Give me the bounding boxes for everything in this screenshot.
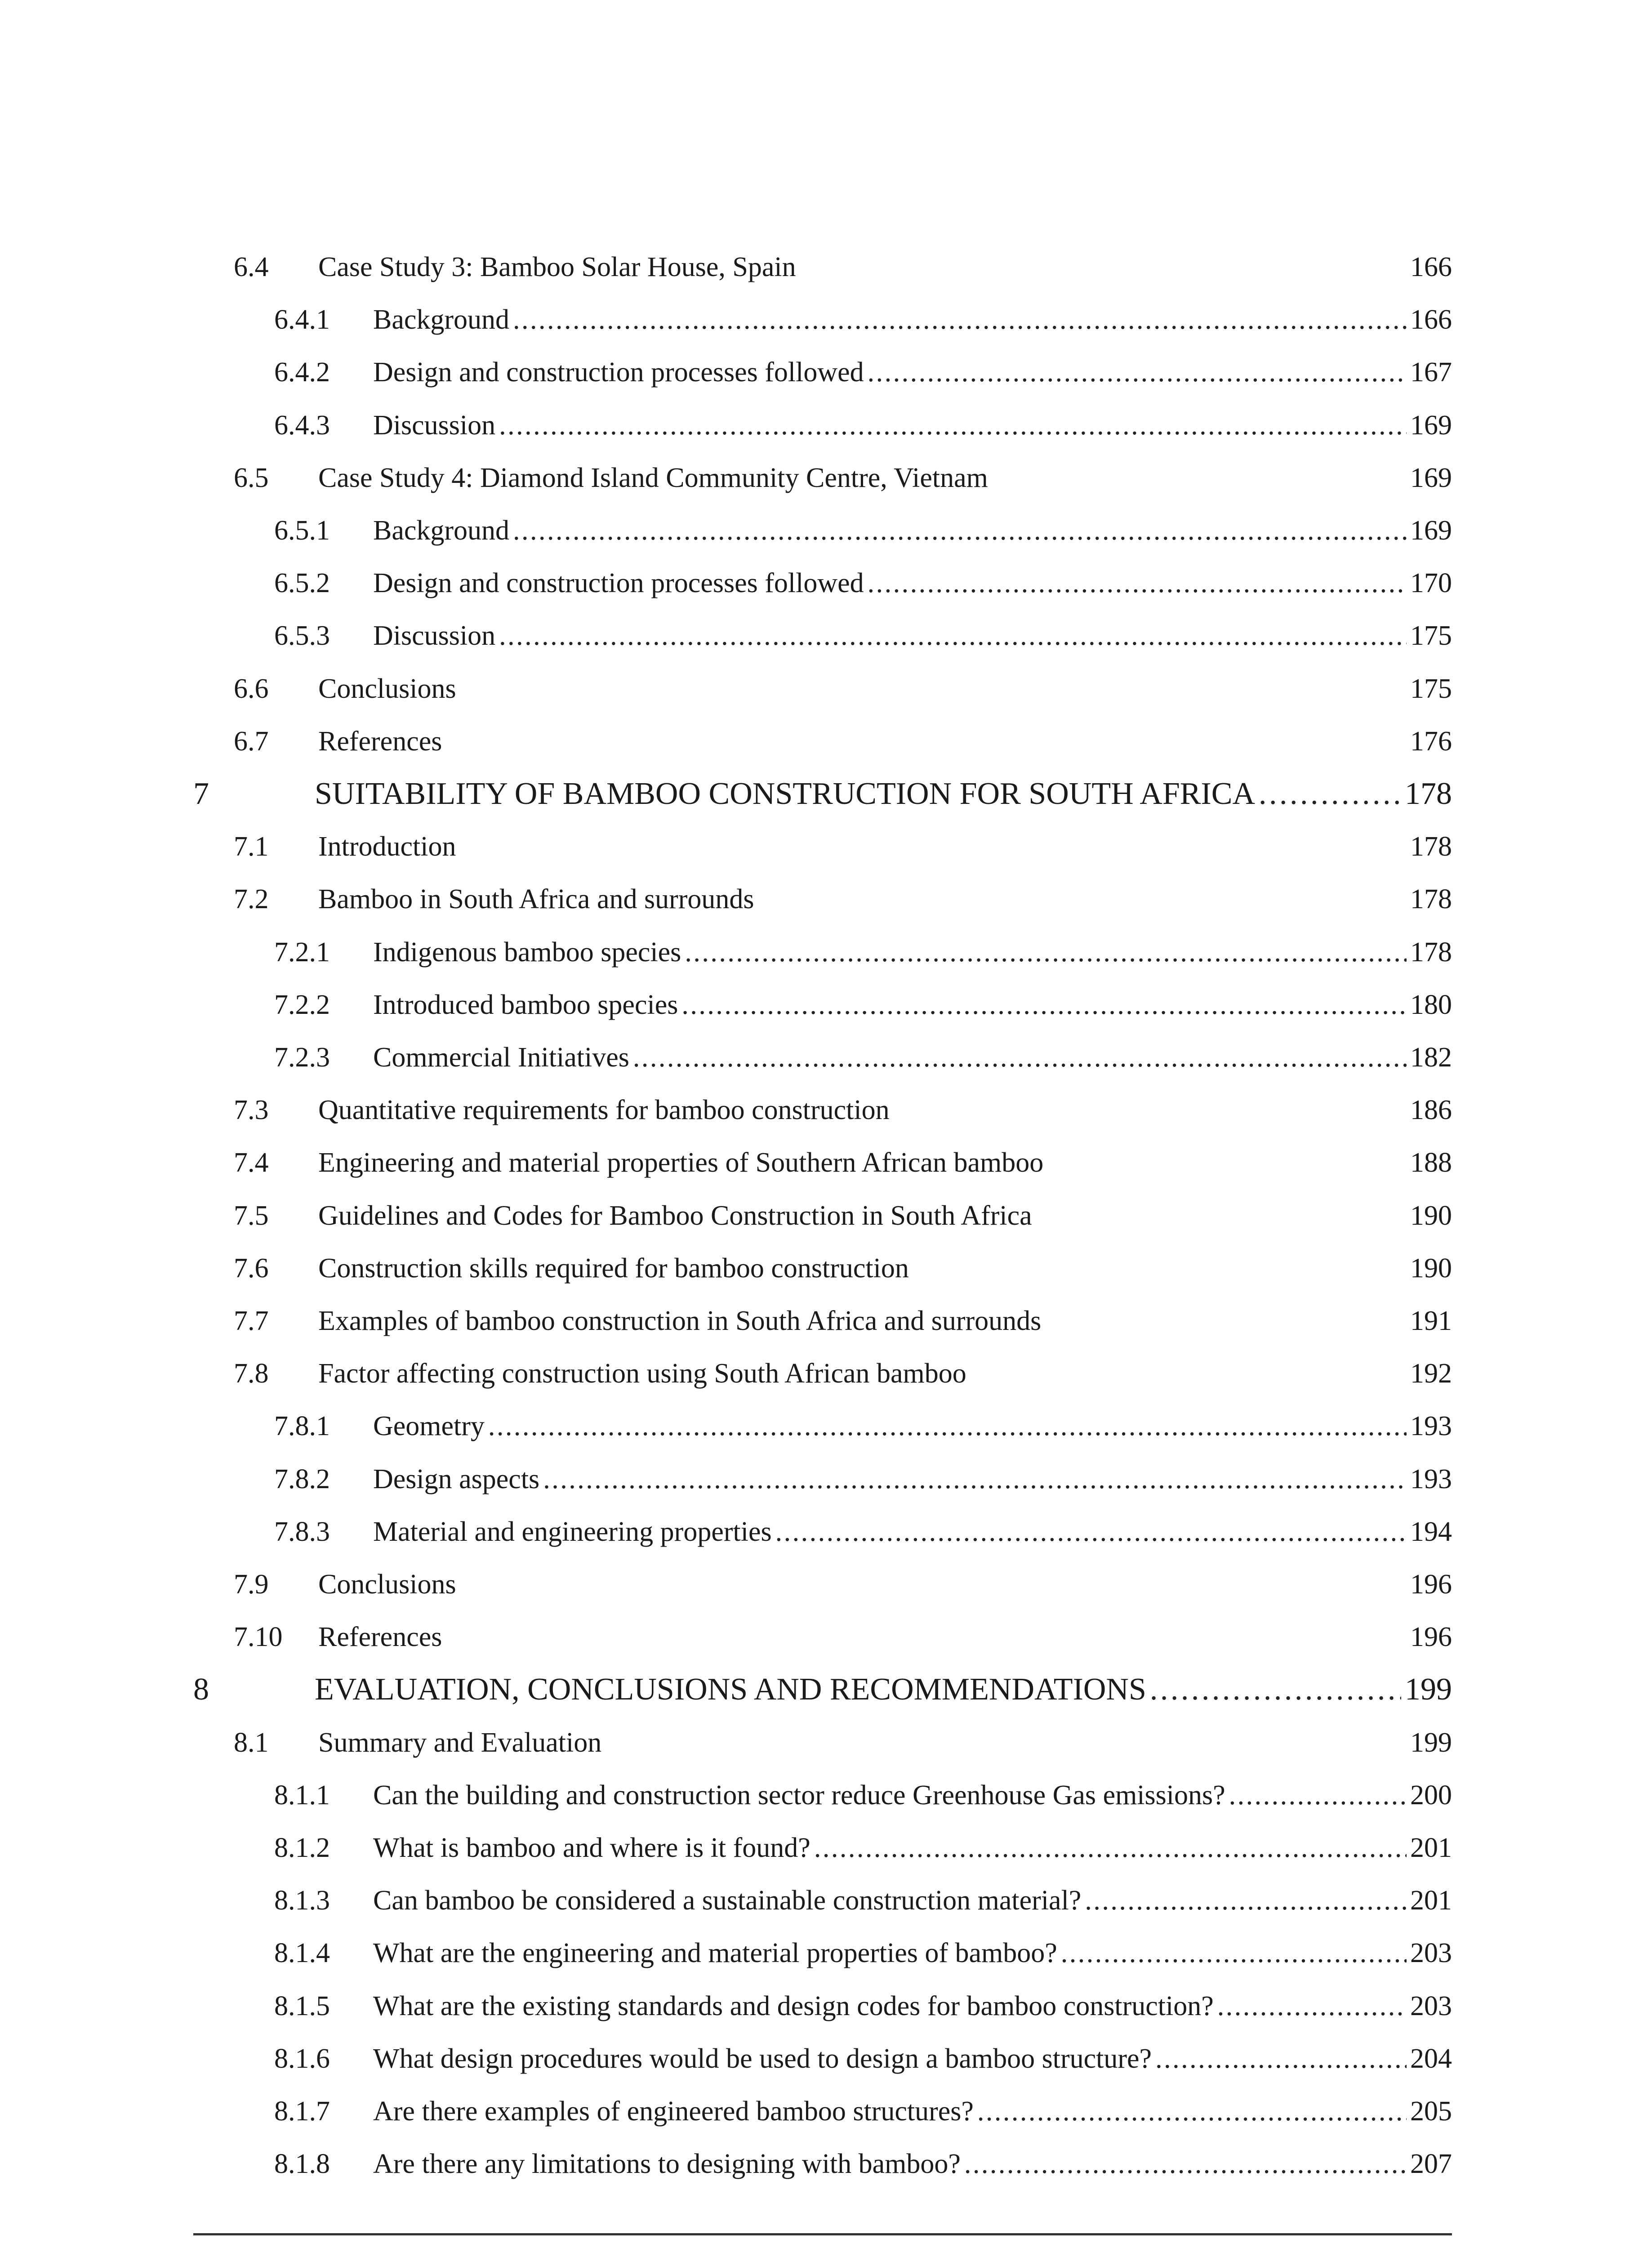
toc-entry-number: 7.8.2: [274, 1463, 330, 1494]
dot-leader: [868, 358, 1407, 386]
toc-entry[interactable]: [234, 1137, 1452, 1189]
toc-entry[interactable]: [274, 294, 1452, 346]
dot-leader: [1061, 1939, 1407, 1967]
toc-entry-title: Introduced bamboo species: [373, 989, 678, 1020]
toc-entry[interactable]: [234, 1190, 1452, 1242]
toc-entry-page-number: 193: [1410, 1463, 1452, 1494]
toc-entry[interactable]: [274, 1769, 1452, 1821]
toc-entry[interactable]: [274, 1453, 1452, 1505]
toc-entry[interactable]: [234, 1084, 1452, 1136]
toc-entry[interactable]: [274, 1874, 1452, 1927]
toc-entry-title: What are the existing standards and design codes for bamboo construction?: [373, 1990, 1214, 2021]
toc-entry[interactable]: [274, 504, 1452, 557]
toc-entry-title: Are there examples of engineered bamboo structures?: [373, 2096, 974, 2127]
dot-leader: [1229, 1781, 1407, 1809]
toc-entry-number: 7.2.3: [274, 1042, 330, 1073]
toc-entry-page-number: 193: [1410, 1411, 1452, 1442]
dot-leader: [633, 1044, 1407, 1071]
dot-leader: [977, 2097, 1407, 2125]
toc-entry[interactable]: [274, 399, 1452, 451]
toc-entry-page-number: 190: [1410, 1200, 1452, 1231]
dot-leader: [488, 1412, 1407, 1440]
toc-entry-page-number: 194: [1410, 1516, 1452, 1547]
toc-entry[interactable]: [234, 1347, 1452, 1400]
toc-entry-number: 6.6: [234, 673, 269, 704]
dot-leader: [685, 938, 1407, 966]
toc-entry-title: Background: [373, 304, 510, 335]
dot-leader: [513, 517, 1407, 544]
toc-entry[interactable]: [234, 715, 1452, 767]
toc-entry-page-number: 169: [1410, 515, 1452, 546]
toc-entry-title: Conclusions: [318, 673, 456, 704]
toc-entry[interactable]: [274, 1506, 1452, 1558]
dot-leader: [1150, 1674, 1401, 1705]
toc-entry-number: 8.1.8: [274, 2149, 330, 2180]
toc-entry-title: Can bamboo be considered a sustainable construction material?: [373, 1885, 1082, 1916]
toc-entry-number: 7.8.1: [274, 1411, 330, 1442]
toc-entry-page-number: 170: [1410, 568, 1452, 599]
toc-entry[interactable]: [274, 1031, 1452, 1084]
toc-entry-number: 6.4.2: [274, 357, 330, 388]
toc-entry-page-number: 176: [1410, 726, 1452, 757]
toc-entry-page-number: 169: [1410, 410, 1452, 441]
toc-entry-page-number: 192: [1410, 1358, 1452, 1389]
toc-entry[interactable]: [193, 768, 1452, 820]
toc-entry-number: 6.5.2: [274, 568, 330, 599]
toc-entry-title: What design procedures would be used to design a bamboo structure?: [373, 2043, 1152, 2074]
toc-entry-number: 8.1.7: [274, 2096, 330, 2127]
toc-entry-page-number: 175: [1410, 673, 1452, 704]
toc-entry-title: Discussion: [373, 620, 496, 651]
dot-leader: [1259, 778, 1401, 810]
toc-entry-page-number: 167: [1410, 357, 1452, 388]
dot-leader: [1155, 2045, 1407, 2073]
toc-entry-number: 6.5.1: [274, 515, 330, 546]
toc-entry-page-number: 199: [1410, 1727, 1452, 1758]
dot-leader: [499, 411, 1407, 439]
toc-entry-page-number: 178: [1410, 937, 1452, 968]
toc-entry[interactable]: [193, 1664, 1452, 1716]
toc-entry-title: SUITABILITY OF BAMBOO CONSTRUCTION FOR SOUTH AFRICA: [315, 776, 1256, 811]
toc-entry-title: Design and construction processes followed: [373, 357, 864, 388]
toc-entry-number: 7.7: [234, 1306, 269, 1336]
toc-entry-number: 8.1: [234, 1727, 269, 1758]
toc-entry[interactable]: [234, 873, 1452, 925]
toc-entry-title: What are the engineering and material properties of bamboo?: [373, 1938, 1057, 1969]
toc-entry-page-number: 175: [1410, 620, 1452, 651]
toc-entry-title: Indigenous bamboo species: [373, 937, 681, 968]
toc-entry-page-number: 178: [1405, 776, 1452, 811]
toc-entry-number: 7: [193, 776, 209, 811]
toc-entry-title: Material and engineering properties: [373, 1516, 772, 1547]
toc-entry-number: 7.1: [234, 831, 269, 862]
toc-entry-title: Design aspects: [373, 1463, 540, 1494]
toc-entry[interactable]: [234, 1295, 1452, 1347]
toc-entry-number: 7.9: [234, 1569, 269, 1600]
toc-entry-number: 7.2.1: [274, 937, 330, 968]
toc-entry-page-number: 196: [1410, 1622, 1452, 1653]
toc-entry-title: Design and construction processes followed: [373, 568, 864, 599]
toc-entry-title: Quantitative requirements for bamboo construction: [318, 1095, 890, 1126]
toc-entry-page-number: 204: [1410, 2043, 1452, 2074]
toc-entry-title: EVALUATION, CONCLUSIONS AND RECOMMENDATIONS: [315, 1672, 1146, 1707]
toc-entry-number: 8.1.1: [274, 1780, 330, 1811]
toc-entry-title: Case Study 3: Bamboo Solar House, Spain: [318, 252, 796, 282]
toc-entry-number: 7.8: [234, 1358, 269, 1389]
dot-leader: [499, 622, 1407, 650]
toc-entry-title: Discussion: [373, 410, 496, 441]
toc-entry-title: References: [318, 1622, 442, 1653]
toc-entry-number: 7.3: [234, 1095, 269, 1126]
dot-leader: [964, 2150, 1407, 2178]
toc-entry[interactable]: [234, 241, 1452, 293]
toc-entry-number: 8.1.5: [274, 1990, 330, 2021]
toc-entry-title: Summary and Evaluation: [318, 1727, 602, 1758]
toc-entry-page-number: 200: [1410, 1780, 1452, 1811]
toc-entry[interactable]: [234, 821, 1452, 873]
toc-entry[interactable]: [274, 926, 1452, 978]
toc-entry-page-number: 205: [1410, 2096, 1452, 2127]
toc-entry[interactable]: [234, 1558, 1452, 1610]
toc-entry-number: 6.5: [234, 462, 269, 493]
toc-entry-page-number: 191: [1410, 1306, 1452, 1336]
toc-entry-page-number: 180: [1410, 989, 1452, 1020]
toc-entry-number: 6.7: [234, 726, 269, 757]
toc-entry-number: 8.1.6: [274, 2043, 330, 2074]
toc-entry-title: Bamboo in South Africa and surrounds: [318, 884, 754, 915]
toc-entry[interactable]: [274, 346, 1452, 398]
toc-entry[interactable]: [274, 1822, 1452, 1874]
toc-entry[interactable]: [274, 1980, 1452, 2032]
toc-entry-page-number: 178: [1410, 831, 1452, 862]
toc-entry-title: Construction skills required for bamboo construction: [318, 1253, 909, 1284]
toc-entry-number: 7.5: [234, 1200, 269, 1231]
toc-entry[interactable]: [274, 2138, 1452, 2190]
toc-entry-title: Geometry: [373, 1411, 485, 1442]
toc-entry-title: Factor affecting construction using South African bamboo: [318, 1358, 966, 1389]
dot-leader: [814, 1834, 1407, 1862]
toc-entry-page-number: 203: [1410, 1938, 1452, 1969]
toc-entry-number: 6.4.1: [274, 304, 330, 335]
toc-entry-page-number: 188: [1410, 1147, 1452, 1178]
toc-entry-page-number: 166: [1410, 304, 1452, 335]
toc-entry-number: 8.1.4: [274, 1938, 330, 1969]
toc-entry-page-number: 201: [1410, 1833, 1452, 1863]
toc-entry[interactable]: [274, 610, 1452, 662]
toc-entry-number: 7.4: [234, 1147, 269, 1178]
toc-entry-page-number: 186: [1410, 1095, 1452, 1126]
toc-entry-title: What is bamboo and where is it found?: [373, 1833, 810, 1863]
toc-entry[interactable]: [274, 2033, 1452, 2085]
toc-entry[interactable]: [274, 1927, 1452, 1979]
toc-entry-number: 7.10: [234, 1622, 283, 1653]
dot-leader: [513, 306, 1407, 334]
toc-entry-title: Conclusions: [318, 1569, 456, 1600]
toc-entry-title: Commercial Initiatives: [373, 1042, 629, 1073]
toc-entry-title: Can the building and construction sector reduce Greenhouse Gas emissions?: [373, 1780, 1225, 1811]
dot-leader: [775, 1518, 1407, 1546]
toc-entry[interactable]: [274, 979, 1452, 1031]
toc-entry[interactable]: [274, 2085, 1452, 2137]
toc-entry-number: 6.5.3: [274, 620, 330, 651]
footer-divider: [193, 2233, 1452, 2235]
toc-entry-title: Are there any limitations to designing with bamboo?: [373, 2149, 961, 2180]
toc-entry-page-number: 166: [1410, 252, 1452, 282]
toc-entry-title: Guidelines and Codes for Bamboo Construction in South Africa: [318, 1200, 1032, 1231]
toc-entry-number: 7.8.3: [274, 1516, 330, 1547]
toc-entry-title: References: [318, 726, 442, 757]
toc-entry-number: 8: [193, 1672, 209, 1707]
toc-entry-number: 7.2.2: [274, 989, 330, 1020]
toc-entry-number: 7.2: [234, 884, 269, 915]
dot-leader: [1217, 1992, 1407, 2020]
toc-entry-page-number: 182: [1410, 1042, 1452, 1073]
toc-entry-number: 8.1.3: [274, 1885, 330, 1916]
toc-entry-title: Case Study 4: Diamond Island Community Centre, Vietnam: [318, 462, 988, 493]
toc-entry-page-number: 199: [1405, 1672, 1452, 1707]
toc-entry-page-number: 169: [1410, 462, 1452, 493]
toc-entry-page-number: 178: [1410, 884, 1452, 915]
toc-entry-number: 8.1.2: [274, 1833, 330, 1863]
dot-leader: [681, 991, 1407, 1019]
toc-entry[interactable]: [274, 1400, 1452, 1452]
toc-entry-page-number: 207: [1410, 2149, 1452, 2180]
toc-entry[interactable]: [234, 1717, 1452, 1769]
toc-entry-title: Engineering and material properties of Southern African bamboo: [318, 1147, 1044, 1178]
toc-entry-title: Examples of bamboo construction in South Africa and surrounds: [318, 1306, 1042, 1336]
toc-entry-title: Background: [373, 515, 510, 546]
toc-entry[interactable]: [234, 452, 1452, 504]
toc-entry[interactable]: [234, 1242, 1452, 1294]
toc-entry[interactable]: [274, 557, 1452, 609]
dot-leader: [543, 1465, 1407, 1493]
dot-leader: [1085, 1887, 1407, 1914]
toc-entry-page-number: 196: [1410, 1569, 1452, 1600]
toc-entry-title: Introduction: [318, 831, 456, 862]
toc-entry-number: 7.6: [234, 1253, 269, 1284]
toc-entry-page-number: 201: [1410, 1885, 1452, 1916]
dot-leader: [868, 569, 1407, 597]
toc-entry[interactable]: [234, 1611, 1452, 1663]
toc-entry-number: 6.4: [234, 252, 269, 282]
toc-entry[interactable]: [234, 663, 1452, 715]
toc-entry-page-number: 190: [1410, 1253, 1452, 1284]
toc-entry-page-number: 203: [1410, 1990, 1452, 2021]
toc-entry-number: 6.4.3: [274, 410, 330, 441]
